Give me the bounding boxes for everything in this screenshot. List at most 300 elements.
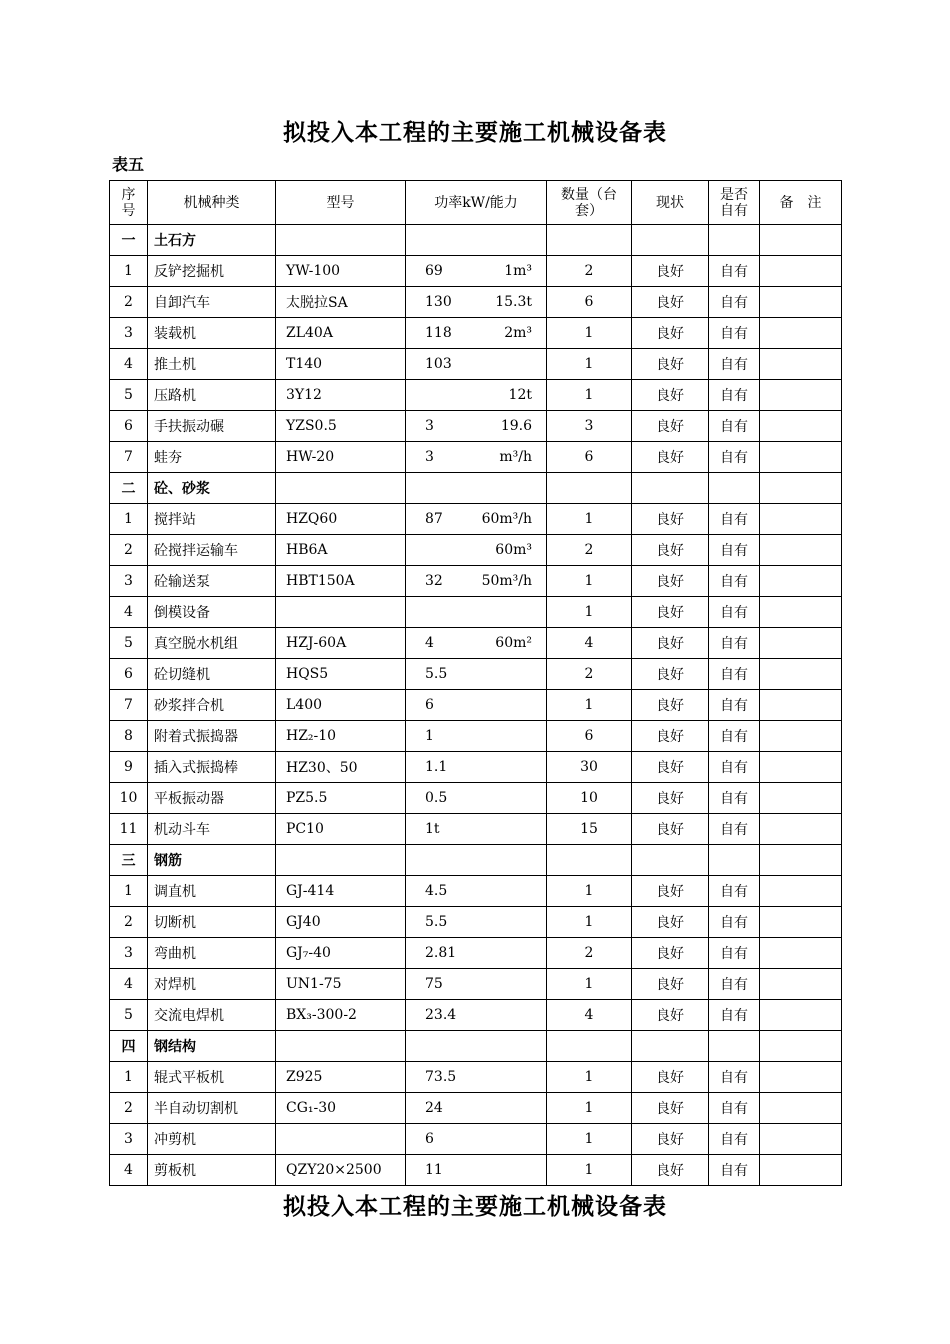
- ownership: 自有: [709, 411, 760, 442]
- table-row: [110, 1155, 842, 1186]
- header-note: 备 注: [760, 181, 842, 225]
- table-row: [110, 876, 842, 907]
- quantity: 2: [547, 256, 632, 287]
- power-value: 3: [425, 418, 434, 434]
- machine-name: 调直机: [148, 876, 276, 907]
- power-capacity: [425, 790, 532, 806]
- status: 良好: [632, 814, 709, 845]
- power-capacity: [425, 666, 532, 682]
- ownership: 自有: [709, 1062, 760, 1093]
- power-capacity-cell: [406, 1093, 547, 1124]
- section-number: 三: [110, 845, 148, 876]
- machine-model: ZL40A: [276, 318, 406, 349]
- quantity: 2: [547, 535, 632, 566]
- power-capacity: [425, 573, 532, 589]
- power-capacity-cell: [406, 969, 547, 1000]
- table-row: [110, 287, 842, 318]
- power-capacity: [425, 449, 532, 465]
- power-value: 73.5: [425, 1069, 457, 1085]
- empty-cell: [406, 225, 547, 256]
- quantity: 1: [547, 690, 632, 721]
- machine-model: [276, 1124, 406, 1155]
- power-capacity: [425, 263, 532, 279]
- section-name: 土石方: [148, 225, 276, 256]
- header-status: 现状: [632, 181, 709, 225]
- status: 良好: [632, 628, 709, 659]
- quantity: 10: [547, 783, 632, 814]
- machine-name: 手扶振动碾: [148, 411, 276, 442]
- power-value: 2.81: [425, 945, 457, 961]
- power-value: 1: [425, 728, 434, 744]
- quantity: 1: [547, 349, 632, 380]
- capacity-value: 1m³: [504, 263, 532, 279]
- table-row: [110, 380, 842, 411]
- ownership: 自有: [709, 690, 760, 721]
- note: [760, 504, 842, 535]
- section-number: 四: [110, 1031, 148, 1062]
- quantity: 30: [547, 752, 632, 783]
- quantity: 1: [547, 907, 632, 938]
- row-number: 1: [110, 876, 148, 907]
- machine-name: 压路机: [148, 380, 276, 411]
- power-capacity: [425, 635, 532, 651]
- status: 良好: [632, 752, 709, 783]
- quantity: 6: [547, 287, 632, 318]
- table-row: [110, 969, 842, 1000]
- header-own: 是否自有: [709, 181, 760, 225]
- row-number: 1: [110, 1062, 148, 1093]
- machine-name: 辊式平板机: [148, 1062, 276, 1093]
- row-number: 4: [110, 597, 148, 628]
- quantity: 4: [547, 628, 632, 659]
- power-capacity: [425, 697, 532, 713]
- status: 良好: [632, 597, 709, 628]
- status: 良好: [632, 1000, 709, 1031]
- power-value: 4: [425, 635, 434, 651]
- status: 良好: [632, 721, 709, 752]
- machine-name: 真空脱水机组: [148, 628, 276, 659]
- power-value: 118: [425, 325, 452, 341]
- table-row: [110, 1124, 842, 1155]
- quantity: 1: [547, 969, 632, 1000]
- header-qty: 数量（台套）: [547, 181, 632, 225]
- power-capacity: [425, 883, 532, 899]
- machine-model: GJ40: [276, 907, 406, 938]
- power-value: 75: [425, 976, 443, 992]
- empty-cell: [547, 1031, 632, 1062]
- power-capacity: [425, 511, 532, 527]
- machine-model: PZ5.5: [276, 783, 406, 814]
- row-number: 3: [110, 566, 148, 597]
- status: 良好: [632, 659, 709, 690]
- ownership: 自有: [709, 969, 760, 1000]
- machine-name: 推土机: [148, 349, 276, 380]
- table-row: [110, 907, 842, 938]
- quantity: 1: [547, 380, 632, 411]
- note: [760, 969, 842, 1000]
- machine-model: HZ30、50: [276, 752, 406, 783]
- table-row: [110, 504, 842, 535]
- note: [760, 1093, 842, 1124]
- machine-name: 蛙夯: [148, 442, 276, 473]
- power-capacity-cell: [406, 690, 547, 721]
- row-number: 4: [110, 969, 148, 1000]
- machine-model: QZY20×2500: [276, 1155, 406, 1186]
- quantity: 2: [547, 659, 632, 690]
- header-power: 功率kW/能力: [406, 181, 547, 225]
- power-capacity-cell: [406, 1124, 547, 1155]
- power-capacity: [425, 728, 532, 744]
- note: [760, 566, 842, 597]
- quantity: 1: [547, 566, 632, 597]
- power-capacity-cell: [406, 411, 547, 442]
- row-number: 6: [110, 411, 148, 442]
- status: 良好: [632, 566, 709, 597]
- power-value: 87: [425, 511, 443, 527]
- machine-model: HB6A: [276, 535, 406, 566]
- section-row: [110, 1031, 842, 1062]
- machine-name: 反铲挖掘机: [148, 256, 276, 287]
- power-capacity-cell: [406, 380, 547, 411]
- power-capacity: [425, 1007, 532, 1023]
- table-row: [110, 318, 842, 349]
- note: [760, 349, 842, 380]
- machine-model: T140: [276, 349, 406, 380]
- table-header-row: [110, 181, 842, 225]
- table-row: [110, 628, 842, 659]
- ownership: 自有: [709, 876, 760, 907]
- machine-name: 插入式振捣棒: [148, 752, 276, 783]
- machine-model: HW-20: [276, 442, 406, 473]
- empty-cell: [547, 473, 632, 504]
- machine-name: 对焊机: [148, 969, 276, 1000]
- ownership: 自有: [709, 318, 760, 349]
- empty-cell: [760, 1031, 842, 1062]
- power-capacity-cell: [406, 442, 547, 473]
- status: 良好: [632, 1062, 709, 1093]
- table-row: [110, 659, 842, 690]
- machine-name: 交流电焊机: [148, 1000, 276, 1031]
- power-capacity: [425, 356, 532, 372]
- ownership: 自有: [709, 1000, 760, 1031]
- machine-name: 冲剪机: [148, 1124, 276, 1155]
- section-name: 砼、砂浆: [148, 473, 276, 504]
- quantity: 6: [547, 721, 632, 752]
- note: [760, 907, 842, 938]
- machine-model: HQS5: [276, 659, 406, 690]
- power-capacity-cell: [406, 287, 547, 318]
- note: [760, 442, 842, 473]
- ownership: 自有: [709, 566, 760, 597]
- row-number: 3: [110, 318, 148, 349]
- power-capacity-cell: [406, 1000, 547, 1031]
- machine-name: 弯曲机: [148, 938, 276, 969]
- row-number: 5: [110, 628, 148, 659]
- ownership: 自有: [709, 442, 760, 473]
- table-row: [110, 1062, 842, 1093]
- capacity-value: m³/h: [499, 449, 532, 465]
- quantity: 1: [547, 876, 632, 907]
- machine-name: 搅拌站: [148, 504, 276, 535]
- power-capacity-cell: [406, 721, 547, 752]
- status: 良好: [632, 442, 709, 473]
- power-capacity: [425, 1131, 532, 1147]
- note: [760, 659, 842, 690]
- empty-cell: [709, 225, 760, 256]
- power-value: 4.5: [425, 883, 448, 899]
- machine-model: Z925: [276, 1062, 406, 1093]
- ownership: 自有: [709, 535, 760, 566]
- capacity-value: 12t: [508, 387, 532, 403]
- power-value: 5.5: [425, 914, 448, 930]
- ownership: 自有: [709, 907, 760, 938]
- page-title-bottom: 拟投入本工程的主要施工机械设备表: [283, 1194, 667, 1220]
- power-capacity-cell: [406, 938, 547, 969]
- table-row: [110, 566, 842, 597]
- row-number: 4: [110, 349, 148, 380]
- power-capacity-cell: [406, 349, 547, 380]
- table-row: [110, 783, 842, 814]
- quantity: 2: [547, 938, 632, 969]
- table-body: [110, 225, 842, 1186]
- section-name: 钢筋: [148, 845, 276, 876]
- note: [760, 1155, 842, 1186]
- note: [760, 1000, 842, 1031]
- status: 良好: [632, 876, 709, 907]
- machine-model: HZ₂-10: [276, 721, 406, 752]
- power-capacity-cell: [406, 504, 547, 535]
- note: [760, 938, 842, 969]
- row-number: 6: [110, 659, 148, 690]
- table-row: [110, 1093, 842, 1124]
- empty-cell: [632, 225, 709, 256]
- quantity: 4: [547, 1000, 632, 1031]
- quantity: 15: [547, 814, 632, 845]
- row-number: 3: [110, 1124, 148, 1155]
- power-value: 0.5: [425, 790, 448, 806]
- ownership: 自有: [709, 256, 760, 287]
- machine-model: YW-100: [276, 256, 406, 287]
- power-capacity-cell: [406, 256, 547, 287]
- power-value: 1.1: [425, 759, 448, 775]
- ownership: 自有: [709, 504, 760, 535]
- machine-model: [276, 597, 406, 628]
- row-number: 1: [110, 256, 148, 287]
- section-row: [110, 473, 842, 504]
- note: [760, 535, 842, 566]
- ownership: 自有: [709, 659, 760, 690]
- row-number: 7: [110, 690, 148, 721]
- empty-cell: [632, 473, 709, 504]
- power-capacity: [425, 542, 532, 558]
- table-row: [110, 256, 842, 287]
- machine-model: L400: [276, 690, 406, 721]
- power-capacity-cell: [406, 597, 547, 628]
- note: [760, 721, 842, 752]
- machine-model: PC10: [276, 814, 406, 845]
- power-value: 32: [425, 573, 443, 589]
- machine-model: HBT150A: [276, 566, 406, 597]
- note: [760, 628, 842, 659]
- power-capacity-cell: [406, 1155, 547, 1186]
- empty-cell: [547, 845, 632, 876]
- row-number: 2: [110, 287, 148, 318]
- machine-name: 砼切缝机: [148, 659, 276, 690]
- empty-cell: [760, 225, 842, 256]
- empty-cell: [632, 1031, 709, 1062]
- ownership: 自有: [709, 752, 760, 783]
- power-value: 3: [425, 449, 434, 465]
- machine-name: 机动斗车: [148, 814, 276, 845]
- quantity: 1: [547, 318, 632, 349]
- empty-cell: [406, 1031, 547, 1062]
- row-number: 11: [110, 814, 148, 845]
- ownership: 自有: [709, 783, 760, 814]
- machine-model: GJ-414: [276, 876, 406, 907]
- empty-cell: [760, 845, 842, 876]
- table-row: [110, 721, 842, 752]
- table-row: [110, 814, 842, 845]
- quantity: 1: [547, 1093, 632, 1124]
- ownership: 自有: [709, 938, 760, 969]
- power-capacity-cell: [406, 752, 547, 783]
- capacity-value: 2m³: [504, 325, 532, 341]
- machine-name: 倒模设备: [148, 597, 276, 628]
- note: [760, 1062, 842, 1093]
- empty-cell: [709, 845, 760, 876]
- empty-cell: [709, 1031, 760, 1062]
- machine-model: HZQ60: [276, 504, 406, 535]
- power-capacity: [425, 1162, 532, 1178]
- machine-name: 切断机: [148, 907, 276, 938]
- machine-name: 砂浆拌合机: [148, 690, 276, 721]
- machine-name: 砼搅拌运输车: [148, 535, 276, 566]
- empty-cell: [276, 225, 406, 256]
- row-number: 8: [110, 721, 148, 752]
- power-capacity-cell: [406, 907, 547, 938]
- note: [760, 256, 842, 287]
- row-number: 9: [110, 752, 148, 783]
- quantity: 1: [547, 504, 632, 535]
- empty-cell: [760, 473, 842, 504]
- power-capacity: [425, 1100, 532, 1116]
- note: [760, 783, 842, 814]
- power-value: 5.5: [425, 666, 448, 682]
- machine-name: 平板振动器: [148, 783, 276, 814]
- power-value: 1t: [425, 821, 440, 837]
- note: [760, 690, 842, 721]
- status: 良好: [632, 318, 709, 349]
- status: 良好: [632, 1093, 709, 1124]
- machine-model: 3Y12: [276, 380, 406, 411]
- status: 良好: [632, 969, 709, 1000]
- note: [760, 380, 842, 411]
- table-row: [110, 752, 842, 783]
- empty-cell: [406, 845, 547, 876]
- row-number: 1: [110, 504, 148, 535]
- table-row: [110, 597, 842, 628]
- status: 良好: [632, 690, 709, 721]
- capacity-value: 60m²: [495, 635, 532, 651]
- power-capacity-cell: [406, 1062, 547, 1093]
- power-value: 6: [425, 1131, 434, 1147]
- machine-name: 自卸汽车: [148, 287, 276, 318]
- power-capacity-cell: [406, 814, 547, 845]
- power-capacity-cell: [406, 566, 547, 597]
- status: 良好: [632, 504, 709, 535]
- ownership: 自有: [709, 1124, 760, 1155]
- table-row: [110, 535, 842, 566]
- machine-model: UN1-75: [276, 969, 406, 1000]
- ownership: 自有: [709, 1093, 760, 1124]
- power-capacity-cell: [406, 783, 547, 814]
- machine-name: 剪板机: [148, 1155, 276, 1186]
- power-capacity: [425, 945, 532, 961]
- row-number: 4: [110, 1155, 148, 1186]
- ownership: 自有: [709, 349, 760, 380]
- power-capacity-cell: [406, 318, 547, 349]
- empty-cell: [709, 473, 760, 504]
- row-number: 2: [110, 907, 148, 938]
- note: [760, 597, 842, 628]
- capacity-value: 15.3t: [495, 294, 532, 310]
- section-number: 一: [110, 225, 148, 256]
- status: 良好: [632, 938, 709, 969]
- table-label: 表五: [112, 155, 145, 174]
- power-capacity: [425, 914, 532, 930]
- power-value: 69: [425, 263, 443, 279]
- capacity-value: 50m³/h: [481, 573, 532, 589]
- header-name: 机械种类: [148, 181, 276, 225]
- machine-model: GJ₇-40: [276, 938, 406, 969]
- empty-cell: [632, 845, 709, 876]
- power-value: 23.4: [425, 1007, 457, 1023]
- empty-cell: [276, 845, 406, 876]
- table-row: [110, 938, 842, 969]
- power-value: 11: [425, 1162, 443, 1178]
- power-capacity: [425, 976, 532, 992]
- table-row: [110, 411, 842, 442]
- table-row: [110, 442, 842, 473]
- capacity-value: 60m³: [495, 542, 532, 558]
- ownership: 自有: [709, 628, 760, 659]
- power-capacity: [425, 1069, 532, 1085]
- equipment-table: [109, 180, 842, 1186]
- note: [760, 876, 842, 907]
- note: [760, 1124, 842, 1155]
- status: 良好: [632, 907, 709, 938]
- machine-model: 太脱拉SA: [276, 287, 406, 318]
- ownership: 自有: [709, 721, 760, 752]
- row-number: 3: [110, 938, 148, 969]
- machine-model: CG₁-30: [276, 1093, 406, 1124]
- power-capacity: [425, 294, 532, 310]
- section-number: 二: [110, 473, 148, 504]
- empty-cell: [406, 473, 547, 504]
- power-value: 103: [425, 356, 452, 372]
- machine-model: YZS0.5: [276, 411, 406, 442]
- machine-name: 半自动切割机: [148, 1093, 276, 1124]
- machine-name: 装载机: [148, 318, 276, 349]
- power-capacity: [425, 759, 532, 775]
- status: 良好: [632, 287, 709, 318]
- power-capacity-cell: [406, 659, 547, 690]
- status: 良好: [632, 411, 709, 442]
- power-capacity-cell: [406, 876, 547, 907]
- section-row: [110, 845, 842, 876]
- machine-name: 附着式振捣器: [148, 721, 276, 752]
- power-capacity: [425, 387, 532, 403]
